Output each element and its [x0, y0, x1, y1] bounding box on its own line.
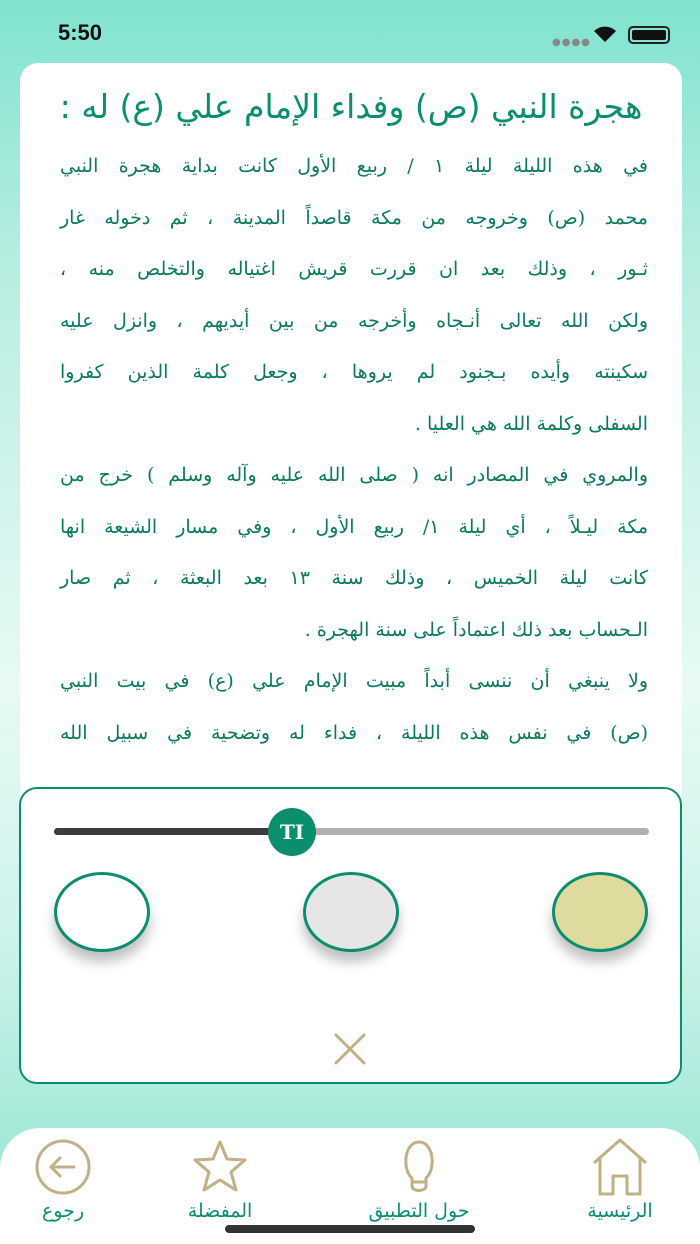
tab-home-label: الرئيسية	[587, 1200, 653, 1222]
lightbulb-icon	[390, 1138, 448, 1196]
tab-about-label: حول التطبيق	[368, 1200, 470, 1222]
article-card	[20, 63, 682, 823]
article-line: سكينته وأيده بـجنود لم يروها ، وجعل كلمة الذين كفروا	[60, 361, 648, 383]
home-indicator	[225, 1225, 475, 1233]
article-body[interactable]	[20, 131, 682, 759]
article-line: في هذه الليلة ليلة ١ / ربيع الأول كانت بداية هجرة النبي	[60, 155, 648, 177]
font-size-slider[interactable]	[54, 820, 649, 844]
status-time: 5:50	[58, 20, 103, 45]
slider-fill	[54, 828, 292, 835]
battery-icon	[628, 26, 670, 44]
slider-thumb[interactable]: TI	[268, 808, 316, 856]
tab-home[interactable]	[545, 1138, 695, 1222]
article-line: السفلى وكلمة الله هي العليا .	[414, 412, 648, 435]
tab-back[interactable]	[0, 1138, 138, 1222]
article-line: مكة ليـلاً ، أي ليلة ١/ ربيع الأول ، وفي مسار الشيعة انها	[60, 515, 648, 538]
gray-background-swatch[interactable]	[303, 872, 399, 952]
status-bar	[0, 0, 700, 64]
back-arrow-icon	[34, 1138, 92, 1196]
article-line: ولكن الله تعالى أنـجاه وأخرجه من بين أيديهم ، وانزل عليه	[60, 309, 648, 332]
tab-about[interactable]	[344, 1138, 494, 1222]
display-settings-panel	[19, 787, 682, 1084]
tab-back-label: رجوع	[41, 1200, 85, 1222]
article-line: (ص) في نفس هذه الليلة ، فداء له وتضحية في سبيل الله	[60, 721, 648, 744]
tab-favorites-label: المفضلة	[187, 1200, 253, 1222]
article-line: والمروي في المصادر انه ( صلى الله عليه وآله وسلم ) خرج من	[60, 464, 648, 486]
home-icon	[591, 1138, 649, 1196]
wifi-icon	[592, 24, 618, 44]
article-line: الـحساب بعد ذلك اعتماداً على سنة الهجرة .	[304, 618, 648, 641]
article-line: كانت ليلة الخميس ، وذلك سنة ١٣ بعد البعثة ، ثم صار	[60, 567, 648, 589]
white-background-swatch[interactable]	[54, 872, 150, 952]
article-line: ولا ينبغي أن ننسى أبداً مبيت الإمام علي (ع) في بيت النبي	[60, 670, 648, 692]
article-title: هجرة النبي (ص) وفداء الإمام علي (ع) له :	[59, 87, 643, 126]
close-icon[interactable]	[333, 1032, 367, 1066]
article-line: محمد (ص) وخروجه من مكة قاصداً المدينة ، ثم دخوله غار	[60, 206, 648, 229]
star-icon	[191, 1138, 249, 1196]
signal-icon: ●●●●	[552, 37, 591, 48]
article-line: ثـور ، وذلك بعد ان قررت قريش اغتياله والتخلص منه ،	[60, 258, 648, 280]
tab-favorites[interactable]	[145, 1138, 295, 1222]
beige-background-swatch[interactable]	[552, 872, 648, 952]
